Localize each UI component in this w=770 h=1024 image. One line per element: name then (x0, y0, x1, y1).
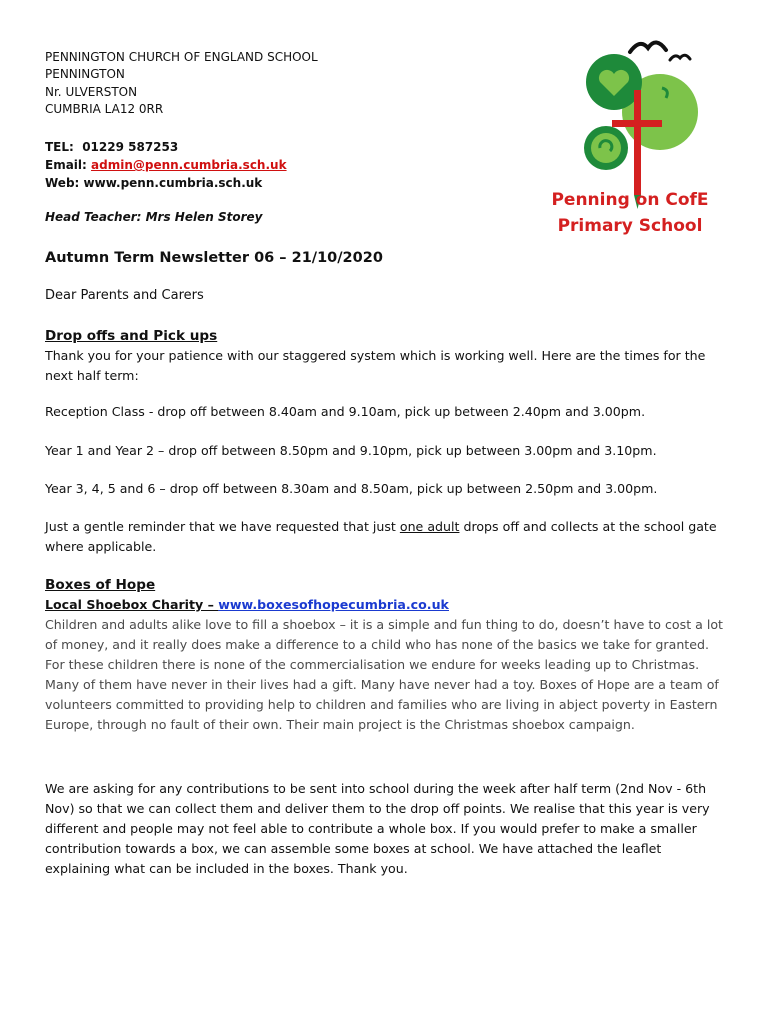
dropoffs-heading: Drop offs and Pick ups (45, 328, 218, 344)
telephone (45, 138, 287, 156)
email-label: Email: (45, 158, 87, 172)
boxes-subheading (45, 595, 725, 615)
charity-label: Local Shoebox Charity – (45, 597, 219, 612)
year12-times: Year 1 and Year 2 – drop off between 8.50pm and 9.10pm, pick up between 3.00pm and 3.10pm. (45, 443, 657, 458)
school-logo (530, 30, 730, 245)
boxes-heading: Boxes of Hope (45, 577, 156, 593)
birds-icon (630, 42, 690, 60)
web-url: www.penn.cumbria.sch.uk (83, 176, 263, 190)
tel-label: TEL: (45, 140, 74, 154)
contact-details (45, 138, 287, 192)
dropoffs-intro: Thank you for your patience with our staggered system which is working well. Here are the times for the next half term: (45, 348, 706, 383)
website (45, 174, 287, 192)
boxes-paragraph-2: We are asking for any contributions to be sent into school during the week after half term (2nd Nov - 6th Nov) so that we can collect them and deliver them to the drop off points. We realise that this year is very different and people may not feel able to contribute a whole box. If you would prefer to make a smaller contribution towards a box, we can assemble some boxes at school. We have attached the leaflet explaining what can be included in the boxes. Thank you. (45, 781, 710, 876)
dropoffs-section (45, 326, 725, 386)
logo-line1: Penning on CofE (551, 190, 709, 210)
address-line: Nr. ULVERSTON (45, 84, 138, 99)
reminder-pre: Just a gentle reminder that we have requested that just (45, 519, 400, 534)
salutation: Dear Parents and Carers (45, 288, 204, 303)
newsletter-title: Autumn Term Newsletter 06 – 21/10/2020 (45, 250, 383, 266)
reminder (45, 517, 725, 557)
school-address (45, 49, 318, 119)
address-line: PENNINGTON (45, 67, 125, 82)
reminder-post: drops off and collects at the school gate where applicable. (45, 519, 717, 554)
charity-link[interactable]: www.boxesofhopecumbria.co.uk (218, 597, 449, 612)
web-label: Web: (45, 176, 80, 190)
boxes-section (45, 575, 725, 735)
address-line: CUMBRIA LA12 0RR (45, 102, 164, 117)
email (45, 156, 287, 174)
head-teacher: Head Teacher: Mrs Helen Storey (45, 210, 263, 224)
reception-times: Reception Class - drop off between 8.40am and 9.10am, pick up between 2.40pm and 3.00pm. (45, 404, 646, 419)
address-line: PENNINGTON CHURCH OF ENGLAND SCHOOL (45, 50, 318, 64)
year3456-times: Year 3, 4, 5 and 6 – drop off between 8.30am and 8.50am, pick up between 2.50pm and 3.00pm. (45, 481, 658, 496)
tel-number: 01229 587253 (82, 140, 179, 154)
boxes-paragraph-1: Children and adults alike love to fill a shoebox – it is a simple and fun thing to do, doesn’t have to cost a lot of money, and it really does make a difference to a child who has none of the basics we take for granted. For these children there is none of the commercialisation we endure for weeks leading up to Christmas. Many of them have never in their lives had a gift. Many have never had a toy. Boxes of Hope are a team of volunteers committed to providing help to children and families who are living in abject poverty in Eastern Europe, through no fault of their own. Their main project is the Christmas shoebox campaign. (45, 617, 723, 732)
logo-line2: Primary School (557, 216, 703, 236)
email-link[interactable]: admin@penn.cumbria.sch.uk (91, 158, 287, 172)
reminder-emphasis: one adult (399, 519, 460, 534)
